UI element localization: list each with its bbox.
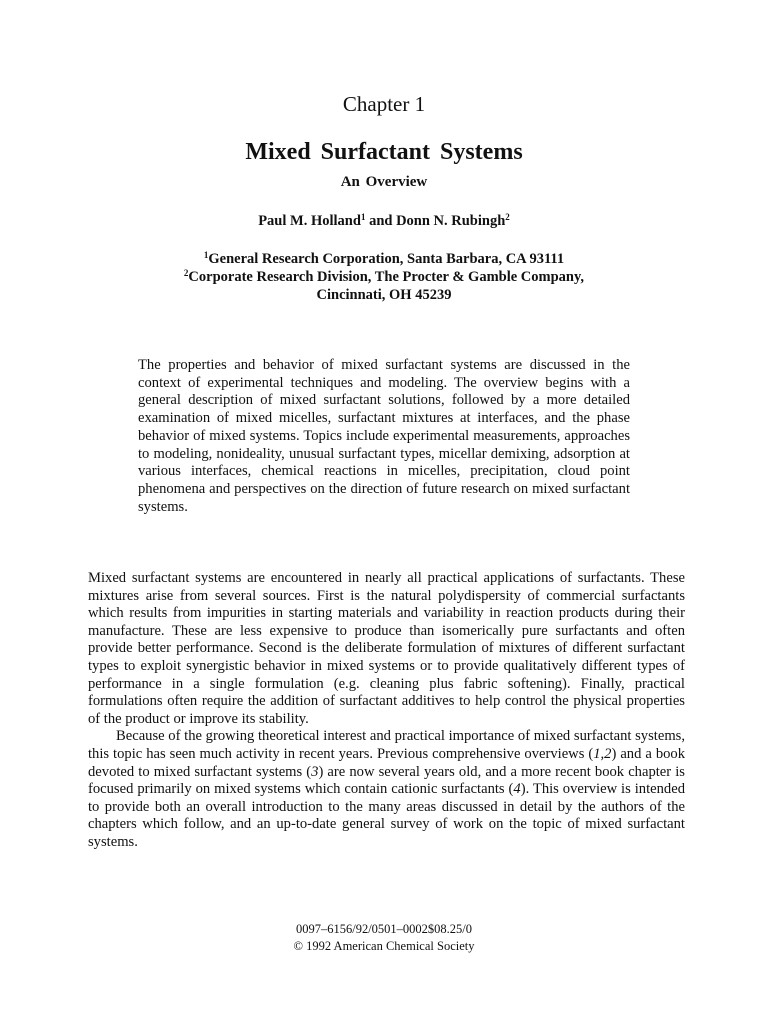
affiliation-line [0, 250, 768, 268]
affiliations-block [0, 250, 768, 304]
chapter-title: Mixed Surfactant Systems [245, 139, 523, 165]
body-text-run: ) are now several years old, and a more recent book chapter is focused primarily on mixed systems which contain cationic surfactants ( [88, 763, 685, 798]
footer-code: 0097–6156/92/0501–0002$08.25/0 [295, 922, 473, 936]
affiliation-mark: 1 [360, 212, 366, 222]
body-text-run: Because of the growing theoretical interest and practical importance of mixed surfactant systems, this topic has seen much activity in recent years. Previous comprehensive overviews ( [88, 728, 685, 762]
body-paragraph: Mixed surfactant systems are encountered in nearly all practical applications of surfactants. These mixtures arise from several sources. First is the natural polydispersity of commercial surfactants which results from impurities in starting materials and variability in reaction products during their manufacture. These are less expensive to produce than isomerically pure surfactants and often provide better performance. Second is the deliberate formulation of mixtures of different surfactant types to exploit synergistic behavior in mixed systems or to provide qualitatively different types of performance in a single formulation (e.g. cleaning plus fabric softening). Finally, practical formulations often require the addition of surfactant additives to help control the physical properties of the product or improve its stability. [88, 570, 685, 727]
body-text-run: ). This overview is intended to provide both an overall introduction to the many areas discussed in detail by the authors of the chapters which follow, and an up-to-date general survey of work on the topic of mixed surfactant systems. [88, 781, 685, 850]
author-name: Paul M. Holland [258, 213, 361, 229]
citation-ref: 1,2 [593, 745, 612, 762]
affiliation-city: Cincinnati, OH 45239 [316, 287, 452, 303]
citation-ref: 3 [311, 763, 319, 780]
affiliation-mark: 2 [183, 268, 189, 278]
footer-copyright: © 1992 American Chemical Society [293, 939, 475, 953]
chapter-subtitle: An Overview [340, 174, 428, 190]
affiliation-mark: 1 [203, 250, 209, 260]
affiliation-text: General Research Corporation, Santa Barbara, CA 93111 [208, 251, 565, 267]
abstract-paragraph: The properties and behavior of mixed surfactant systems are discussed in the context of experimental techniques and modeling. The overview begins with a general description of mixed surfactant solutions, followed by a more detailed examination of mixed micelles, surfactant mixtures at interfaces, and the phase behavior of mixed systems. Topics include experimental measurements, approaches to modeling, nonideality, unusual surfactant types, micellar demixing, adsorption at various interfaces, chemical reactions in micelles, precipitation, cloud point phenomena and perspectives on the direction of future research on mixed surfactant systems. [138, 357, 630, 515]
affiliation-mark: 2 [505, 212, 510, 222]
chapter-label: Chapter 1 [342, 92, 426, 116]
author-line [0, 213, 768, 230]
body-paragraph [88, 728, 685, 851]
author-name: Donn N. Rubingh [396, 213, 506, 229]
affiliation-text: Corporate Research Division, The Procter & Gamble Company, [188, 269, 585, 285]
affiliation-line [0, 268, 768, 286]
body-text-run: ) and a book devoted to mixed surfactant systems ( [88, 745, 686, 780]
body-text [88, 570, 685, 852]
abstract [138, 357, 630, 516]
citation-ref: 4 [513, 781, 521, 798]
author-conjunction: and [365, 213, 397, 229]
